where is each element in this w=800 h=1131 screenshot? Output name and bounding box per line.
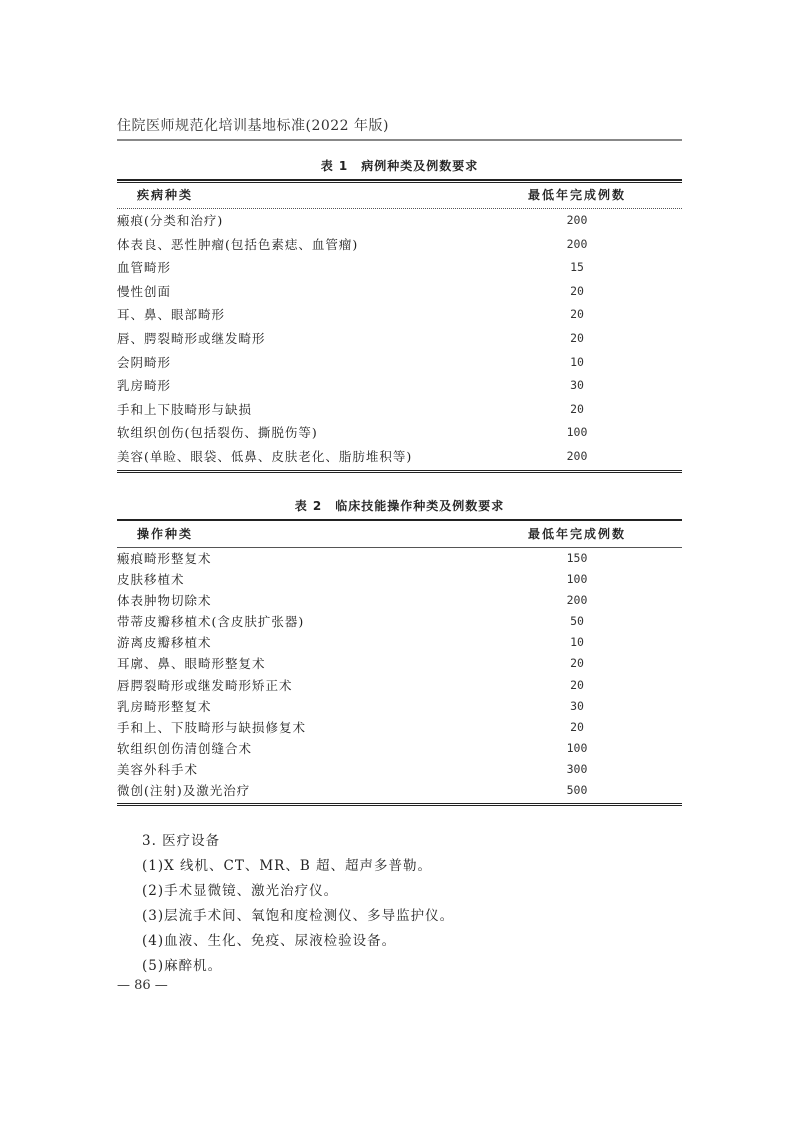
table2-header-count: 最低年完成例数	[527, 527, 626, 541]
row-name: 软组织创伤清创缝合术	[117, 740, 253, 756]
row-name: 唇腭裂畸形或继发畸形矫正术	[117, 677, 293, 693]
equipment-item: (1)X 线机、CT、MR、B 超、超声多普勒。	[142, 858, 433, 874]
table2	[117, 521, 682, 806]
row-name: 美容(单睑、眼袋、低鼻、皮肤老化、脂肪堆积等)	[117, 448, 413, 464]
table-row	[117, 233, 682, 257]
table1-header-type: 疾病种类	[137, 188, 194, 202]
row-name: 微创(注射)及激光治疗	[117, 783, 251, 799]
table-row	[117, 280, 682, 304]
row-count: 20	[570, 283, 584, 298]
row-count: 300	[566, 761, 588, 776]
table-row	[117, 327, 682, 351]
row-count: 10	[570, 635, 584, 650]
table-row	[117, 351, 682, 375]
row-count: 20	[570, 330, 584, 345]
table-row	[117, 374, 682, 398]
page-number: — 86 —	[117, 978, 168, 993]
table-row	[117, 569, 682, 590]
table-row	[117, 209, 682, 233]
row-name: 瘢痕畸形整复术	[117, 551, 212, 566]
table1-header-count: 最低年完成例数	[527, 188, 626, 202]
row-name: 手和上、下肢畸形与缺损修复术	[117, 719, 307, 735]
table-row	[117, 256, 682, 280]
row-name: 耳廓、鼻、眼畸形整复术	[117, 656, 266, 672]
row-count: 200	[566, 448, 588, 463]
equipment-item: (4)血液、生化、免疫、尿液检验设备。	[142, 933, 397, 949]
equipment-item: (2)手术显微镜、激光治疗仪。	[142, 883, 339, 899]
row-count: 15	[570, 260, 584, 275]
row-name: 乳房畸形整复术	[117, 698, 212, 714]
row-name: 游离皮瓣移植术	[117, 635, 212, 651]
table1-header-row	[117, 182, 682, 208]
row-count: 10	[570, 354, 584, 369]
header-rule	[117, 139, 682, 141]
row-count: 200	[566, 236, 588, 251]
row-name: 体表良、恶性肿瘤(包括色素痣、血管瘤)	[117, 236, 359, 252]
table2-header-row	[117, 521, 682, 547]
table-row	[117, 717, 682, 738]
table-row	[117, 780, 682, 801]
table2-header-type: 操作种类	[137, 527, 194, 541]
row-count: 100	[566, 572, 588, 587]
row-count: 20	[570, 656, 584, 671]
equipment-item: (5)麻醉机。	[142, 958, 223, 974]
table-row	[117, 548, 682, 569]
table-row	[117, 398, 682, 422]
row-count: 20	[570, 719, 584, 734]
row-count: 150	[566, 551, 588, 565]
running-head: 住院医师规范化培训基地标准(2022 年版)	[117, 118, 390, 134]
row-count: 200	[566, 593, 588, 608]
row-name: 耳、鼻、眼部畸形	[117, 307, 226, 323]
row-count: 100	[566, 740, 588, 755]
table-row	[117, 445, 682, 469]
table-row	[117, 632, 682, 653]
row-name: 唇、腭裂畸形或继发畸形	[117, 330, 266, 346]
table1	[117, 182, 682, 473]
row-count: 20	[570, 401, 584, 416]
table1-bottom-rule	[117, 470, 682, 473]
table-row	[117, 696, 682, 717]
row-name: 慢性创面	[117, 283, 172, 299]
table-row	[117, 653, 682, 674]
table-row	[117, 590, 682, 611]
row-count: 500	[566, 783, 588, 798]
section-title: 3. 医疗设备	[142, 833, 221, 849]
table-row	[117, 421, 682, 445]
row-name: 血管畸形	[117, 260, 172, 276]
table-row	[117, 759, 682, 780]
row-name: 皮肤移植术	[117, 572, 185, 588]
row-name: 乳房畸形	[117, 378, 172, 394]
row-count: 30	[570, 698, 584, 713]
table-row	[117, 611, 682, 632]
table2-bottom-rule	[117, 803, 682, 806]
row-count: 30	[570, 378, 584, 393]
table-row	[117, 738, 682, 759]
table-row	[117, 675, 682, 696]
row-count: 200	[566, 213, 588, 227]
row-name: 瘢痕(分类和治疗)	[117, 213, 224, 228]
row-count: 20	[570, 677, 584, 692]
row-count: 50	[570, 614, 584, 629]
row-name: 手和上下肢畸形与缺损	[117, 401, 253, 417]
table1-caption: 表 1 病例种类及例数要求	[320, 159, 479, 173]
row-name: 美容外科手术	[117, 761, 199, 777]
row-name: 体表肿物切除术	[117, 593, 212, 609]
row-count: 20	[570, 307, 584, 322]
row-count: 100	[566, 425, 588, 440]
row-name: 软组织创伤(包括裂伤、撕脱伤等)	[117, 425, 318, 441]
table2-caption: 表 2 临床技能操作种类及例数要求	[294, 499, 505, 513]
table-row	[117, 303, 682, 327]
equipment-item: (3)层流手术间、氧饱和度检测仪、多导监护仪。	[142, 908, 455, 924]
row-name: 带蒂皮瓣移植术(含皮肤扩张器)	[117, 614, 305, 630]
row-name: 会阴畸形	[117, 354, 172, 370]
